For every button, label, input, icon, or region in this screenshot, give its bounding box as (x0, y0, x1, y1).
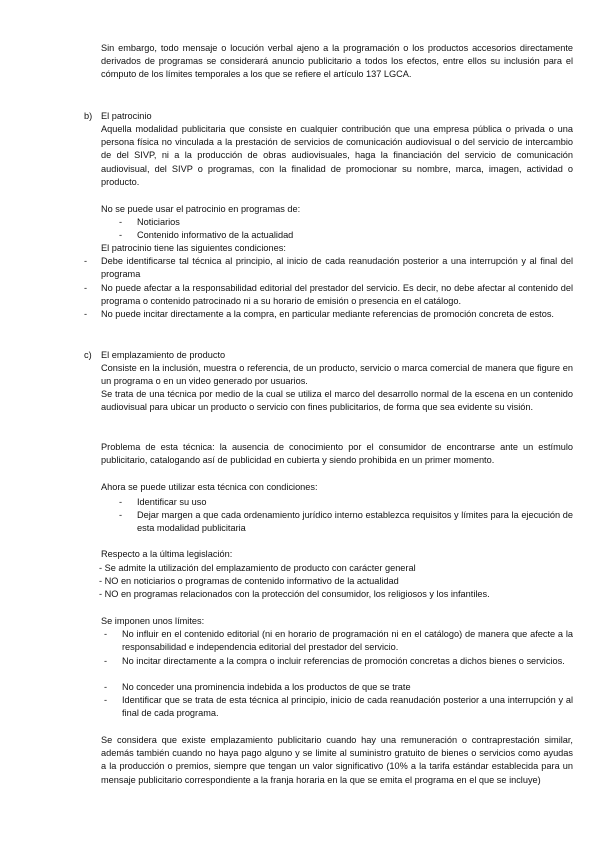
section-b-not-allowed-intro: No se puede usar el patrocinio en programas de: (101, 204, 301, 214)
list-item: - Se admite la utilización del emplazamiento de producto con carácter general (99, 563, 416, 573)
dash-marker: - (104, 656, 108, 666)
dash-marker: - (119, 497, 123, 507)
section-c-problem: Problema de esta técnica: la ausencia de conocimiento por el consumidor de encontrarse ante un estímulo publicitario, catalogando así de publicidad en cubierta y siendo prohibida en un primer momento. (101, 442, 573, 466)
list-item: - NO en noticiarios o programas de contenido informativo de la actualidad (99, 576, 399, 586)
dash-marker: - (104, 695, 108, 705)
list-item: Contenido informativo de la actualidad (137, 230, 294, 240)
list-item: No incitar directamente a la compra o incluir referencias de promoción concretas a dichos bienes o servicios. (122, 656, 565, 666)
list-item: Dejar margen a que cada ordenamiento jurídico interno establezca requisitos y límites para la ejecución de esta modalidad publicitaria (137, 510, 573, 534)
section-b-title: El patrocinio (101, 111, 152, 121)
list-item: No conceder una prominencia indebida a los productos de que se trate (122, 682, 411, 692)
dash-marker: - (119, 217, 123, 227)
dash-marker: - (104, 629, 108, 639)
section-c-closing: Se considera que existe emplazamiento publicitario cuando hay una remuneración o contraprestación similar, además también cuando no haya pago alguno y se limite al suministro gratuito de bienes o servicios como ayudas a la producción o premios, siempre que tengan un valor significativo (10% a la tarifa estándar establecida para un mensaje publicitario correspondiente a la franja horaria en la que se emita el programa en el que se incluye) (101, 735, 573, 785)
list-item: Debe identificarse tal técnica al principio, al inicio de cada reanudación posterior a una interrupción y al final del programa (101, 256, 573, 280)
section-c-definition-2: Se trata de una técnica por medio de la cual se utiliza el marco del desarrollo normal de la escena en un contenido audiovisual para ubicar un producto o servicio con fines publicitarios, de forma que sea evidente su visión. (101, 389, 573, 413)
dash-marker: - (104, 682, 108, 692)
section-c-title: El emplazamiento de producto (101, 350, 226, 360)
section-b-definition: Aquella modalidad publicitaria que consiste en cualquier contribución que una empresa pública o privada o una persona física no vinculada a la prestación de servicios de comunicación audiovisual o del servicio de intercambio de del SIVP, ni a la producción de obras audiovisuales, haga la financiación del servicio de comunicación audiovisual, del SIVP o programas, con la finalidad de promocionar su nombre, marca, imagen, actividad o producto. (101, 124, 573, 187)
dash-marker: - (119, 510, 123, 520)
dash-marker: - (84, 309, 88, 319)
list-item: Noticiarios (137, 217, 180, 227)
list-item: No puede incitar directamente a la compra, en particular mediante referencias de promoción concreta de estos. (101, 309, 554, 319)
section-b-marker: b) (84, 111, 93, 121)
list-item: Identificar que se trata de esta técnica al principio, inicio de cada reanudación posterior a una interrupción y al final de cada programa. (122, 695, 573, 719)
list-item: - NO en programas relacionados con la protección del consumidor, los religiosos y los infantiles. (99, 589, 490, 599)
list-item: No puede afectar a la responsabilidad editorial del prestador del servicio. Es decir, no debe afectar al contenido del programa o contenido patrocinado ni a su horario de emisión o presencia en el catálogo. (101, 283, 573, 307)
section-c-definition-1: Consiste en la inclusión, muestra o referencia, de un producto, servicio o marca comercial de manera que figure en un programa o en un video generado por usuarios. (101, 363, 573, 387)
section-c-now-intro: Ahora se puede utilizar esta técnica con condiciones: (101, 482, 318, 492)
dash-marker: - (119, 230, 123, 240)
list-item: No influir en el contenido editorial (ni en horario de programación ni en el catálogo) de manera que afecte a la responsabilidad e independencia editorial del prestador del servicio. (122, 629, 573, 653)
intro-paragraph: Sin embargo, todo mensaje o locución verbal ajeno a la programación o los productos accesorios directamente derivados de programas se considerará anuncio publicitario a todos los efectos, entre ellos su inclusión para el cómputo de los límites temporales a los que se refiere el artículo 137 LGCA. (101, 43, 573, 80)
list-item: Identificar su uso (137, 497, 207, 507)
dash-marker: - (84, 256, 88, 266)
section-c-legislation-intro: Respecto a la última legislación: (101, 549, 233, 559)
section-b-conditions-intro: El patrocinio tiene las siguientes condiciones: (101, 243, 286, 253)
dash-marker: - (84, 283, 88, 293)
section-c-marker: c) (84, 350, 92, 360)
section-c-limits-intro: Se imponen unos límites: (101, 616, 205, 626)
